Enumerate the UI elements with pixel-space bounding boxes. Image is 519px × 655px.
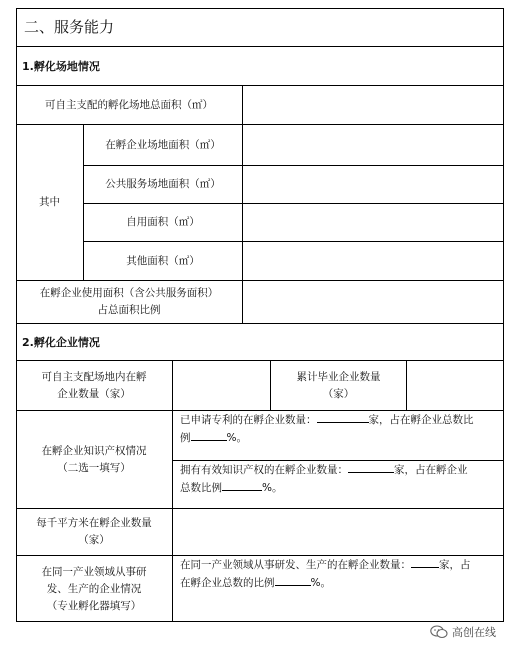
public-service-area-value[interactable]: [243, 166, 504, 203]
ip-option-valid-ip: [180, 461, 500, 508]
same-industry-text-d: %。: [310, 577, 331, 589]
usage-ratio-value[interactable]: [243, 281, 504, 323]
incubating-count-value[interactable]: [173, 361, 270, 410]
same-industry-ratio-blank[interactable]: [275, 574, 311, 586]
watermark: [430, 624, 496, 640]
ip-option-valid-text-b: 家，占在孵企业: [394, 464, 468, 476]
usage-ratio-line1: 在孵企业使用面积（含公共服务面积）: [39, 287, 219, 299]
ip-option-patent-text-b: 家，占在孵企业总数比: [368, 414, 474, 426]
ip-option-patent-text-d: %。: [226, 432, 247, 444]
watermark-text: 高创在线: [452, 626, 496, 639]
same-industry-line1: 在同一产业领域从事研: [41, 565, 147, 578]
same-industry-value: [180, 556, 502, 622]
incubating-count-label: [16, 361, 172, 410]
ip-option-valid-text-c: 总数比例: [180, 482, 222, 494]
ip-option-valid-text-a: 拥有有效知识产权的在孵企业数量：: [180, 464, 348, 476]
among-label: 其中: [39, 196, 60, 208]
ip-situation-label: [16, 411, 172, 508]
total-area-label: 可自主支配的孵化场地总面积（㎡）: [45, 98, 213, 111]
incubating-area-value[interactable]: [243, 125, 504, 165]
same-industry-text-a: 在同一产业领域从事研发、生产的在孵企业数量：: [180, 559, 411, 571]
ip-option-patent-text-a: 已申请专利的在孵企业数量：: [180, 414, 317, 426]
valid-ip-count-blank[interactable]: [348, 461, 394, 473]
density-value[interactable]: [173, 509, 504, 555]
subsection-title: 2.孵化企业情况: [22, 335, 100, 349]
density-line2: （家）: [78, 534, 110, 546]
subsection-title: 1.孵化场地情况: [22, 59, 100, 73]
self-use-area-label: 自用面积（㎡）: [126, 216, 200, 228]
patent-ratio-blank[interactable]: [191, 429, 227, 441]
wechat-icon: [430, 625, 448, 639]
valid-ip-ratio-blank[interactable]: [222, 479, 262, 491]
same-industry-label: [16, 556, 172, 622]
other-area-label: 其他面积（㎡）: [126, 254, 200, 267]
graduated-count-value[interactable]: [407, 361, 504, 410]
incubating-count-line1: 可自主支配场地内在孵: [41, 370, 147, 383]
graduated-count-line2: （家）: [322, 387, 355, 400]
total-area-value[interactable]: [243, 86, 504, 124]
section-title: 二、服务能力: [24, 18, 115, 36]
ip-option-valid-text-d: %。: [262, 482, 283, 494]
other-area-value[interactable]: [243, 242, 504, 280]
ip-situation-line2: （二选一填写）: [57, 461, 131, 474]
incubating-count-line2: 企业数量（家）: [57, 387, 131, 400]
density-line1: 每千平方米在孵企业数量: [36, 517, 152, 529]
ip-option-patent: [180, 411, 500, 460]
self-use-area-value[interactable]: [243, 204, 504, 241]
graduated-count-line1: 累计毕业企业数量: [296, 370, 381, 383]
public-service-area-label: 公共服务场地面积（㎡）: [105, 178, 221, 190]
same-industry-line3: （专业孵化器填写）: [46, 599, 142, 612]
usage-ratio-line2: 占总面积比例: [97, 304, 161, 316]
same-industry-count-blank[interactable]: [411, 556, 439, 568]
ip-option-patent-text-c: 例: [180, 432, 191, 444]
incubating-area-label: 在孵企业场地面积（㎡）: [105, 138, 221, 151]
graduated-count-label: [271, 361, 406, 410]
same-industry-text-c: 在孵企业总数的比例: [180, 577, 275, 589]
same-industry-line2: 发、生产的企业情况: [46, 582, 142, 595]
usage-ratio-label: [16, 281, 242, 323]
ip-situation-line1: 在孵企业知识产权情况: [41, 444, 147, 457]
patent-count-blank[interactable]: [317, 411, 369, 423]
density-label: [16, 509, 172, 555]
same-industry-text-b: 家，占: [439, 559, 471, 571]
